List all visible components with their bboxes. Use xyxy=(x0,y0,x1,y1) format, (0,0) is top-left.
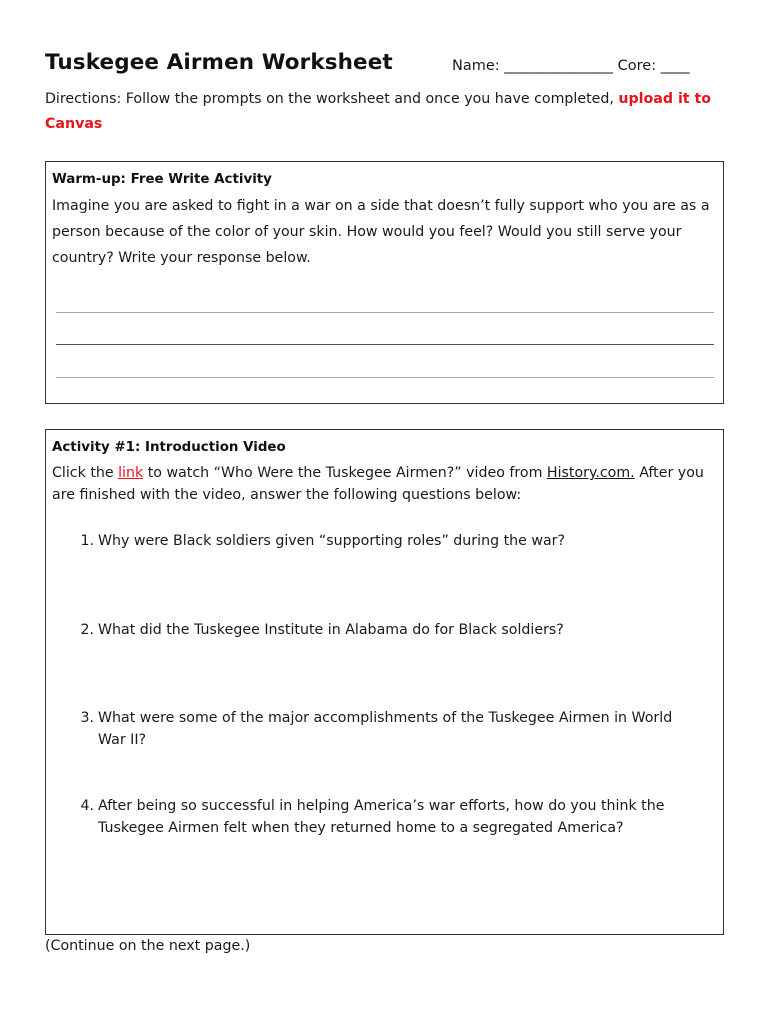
activity1-heading: Activity #1: Introduction Video xyxy=(52,440,286,455)
activity1-box xyxy=(45,429,724,935)
question-text: After being so successful in helping America’s war efforts, how do you think the Tuskegee Airmen felt when they returned home to a segregated America? xyxy=(98,798,665,836)
worksheet-title: Tuskegee Airmen Worksheet xyxy=(45,50,393,75)
question-number: 2. xyxy=(80,622,94,638)
intro-text: Click the xyxy=(52,465,119,481)
question-number: 4. xyxy=(80,798,94,814)
question-text: What were some of the major accomplishments of the Tuskegee Airmen in World War II? xyxy=(98,710,673,748)
intro-text: to watch “Who Were the Tuskegee Airmen?” video from xyxy=(143,465,547,481)
answer-line xyxy=(56,344,714,345)
warmup-box xyxy=(45,161,724,404)
question-text: What did the Tuskegee Institute in Alabama do for Black soldiers? xyxy=(98,622,564,638)
intro-text: After you are finished with the video, answer the following questions below: xyxy=(52,465,704,503)
question-text: Why were Black soldiers given “supporting roles” during the war? xyxy=(98,533,566,549)
question-number: 1. xyxy=(80,533,94,549)
source-link: History.com. xyxy=(546,465,635,481)
answer-line xyxy=(56,312,714,313)
name-core-fields: Name: _______________ Core: ____ xyxy=(452,58,690,74)
answer-line xyxy=(56,377,714,378)
video-link[interactable]: link xyxy=(118,465,144,481)
directions-text: Directions: Follow the prompts on the worksheet and once you have completed, xyxy=(45,91,619,107)
warmup-prompt: Imagine you are asked to fight in a war on a side that doesn’t fully support who you are as a person because of the color of your skin. How would you feel? Would you still serve your country? Write your response below. xyxy=(52,198,710,266)
warmup-heading: Warm-up: Free Write Activity xyxy=(52,172,272,187)
question-number: 3. xyxy=(80,710,94,726)
directions xyxy=(45,87,735,137)
continue-note: (Continue on the next page.) xyxy=(45,938,251,954)
directions-emphasis: upload it to Canvas xyxy=(45,91,712,132)
activity1-intro xyxy=(52,462,717,506)
